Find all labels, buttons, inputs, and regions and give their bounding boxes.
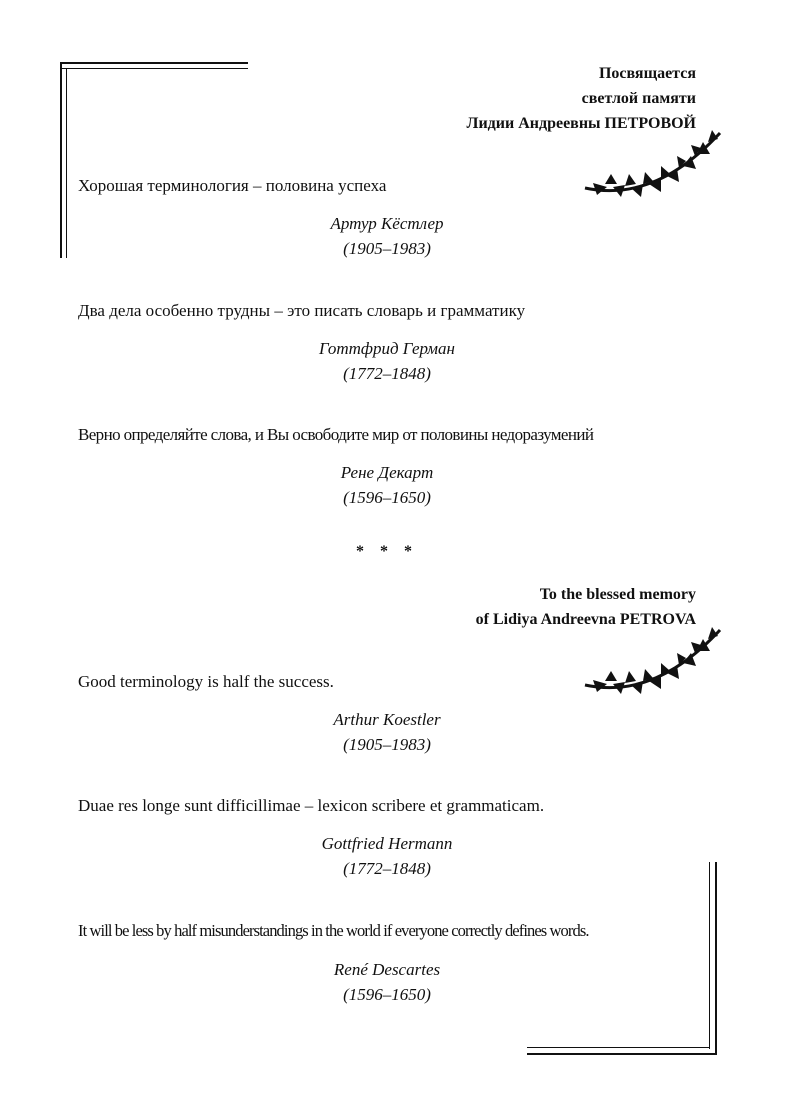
quote-text: Good terminology is half the success. <box>78 672 334 691</box>
quote-years: (1772–1848) <box>343 859 431 878</box>
quote-author: Готтфрид Герман <box>319 339 455 358</box>
laurel-branch-icon <box>575 128 725 218</box>
dedication-line: Лидии Андреевны ПЕТРОВОЙ <box>466 115 696 132</box>
dedication-line: of Lidiya Andreevna PETROVA <box>475 611 696 628</box>
section-separator: * * * <box>356 543 418 560</box>
quote-text: It will be less by half misunderstandings in the world if everyone correctly defines words. <box>78 921 589 940</box>
quote-text: Два дела особенно трудны – это писать словарь и грамматику <box>78 301 526 320</box>
quote-text: Duae res longe sunt difficillimae – lexicon scribere et grammaticam. <box>78 796 545 815</box>
quote-author: René Descartes <box>333 960 441 979</box>
frame-bottom-right-line <box>527 1047 710 1048</box>
frame-top-left-line <box>60 62 62 258</box>
dedication-line: светлой памяти <box>581 90 696 107</box>
quote-author: Артур Кёстлер <box>330 214 444 233</box>
quote-author: Arthur Koestler <box>333 710 441 729</box>
quote-years: (1596–1650) <box>343 985 431 1004</box>
quote-years: (1596–1650) <box>343 488 431 507</box>
dedication-line: To the blessed memory <box>539 586 696 603</box>
frame-bottom-right-line <box>527 1053 717 1055</box>
frame-bottom-right-line <box>715 862 717 1055</box>
quote-author: Gottfried Hermann <box>321 834 453 853</box>
quote-years: (1905–1983) <box>343 735 431 754</box>
dedication-line: Посвящается <box>598 65 696 82</box>
quote-text: Хорошая терминология – половина успеха <box>78 176 387 195</box>
quote-years: (1772–1848) <box>343 364 431 383</box>
quote-text: Верно определяйте слова, и Вы освободите мир от половины недоразумений <box>78 425 594 444</box>
quote-years: (1905–1983) <box>343 239 431 258</box>
frame-top-left-line <box>60 62 248 64</box>
frame-top-left-line <box>66 68 67 258</box>
laurel-branch-icon <box>575 625 725 715</box>
frame-bottom-right-line <box>709 862 710 1049</box>
frame-top-left-line <box>60 68 248 69</box>
quote-author: Рене Декарт <box>340 463 434 482</box>
dedication-ru <box>467 61 696 136</box>
